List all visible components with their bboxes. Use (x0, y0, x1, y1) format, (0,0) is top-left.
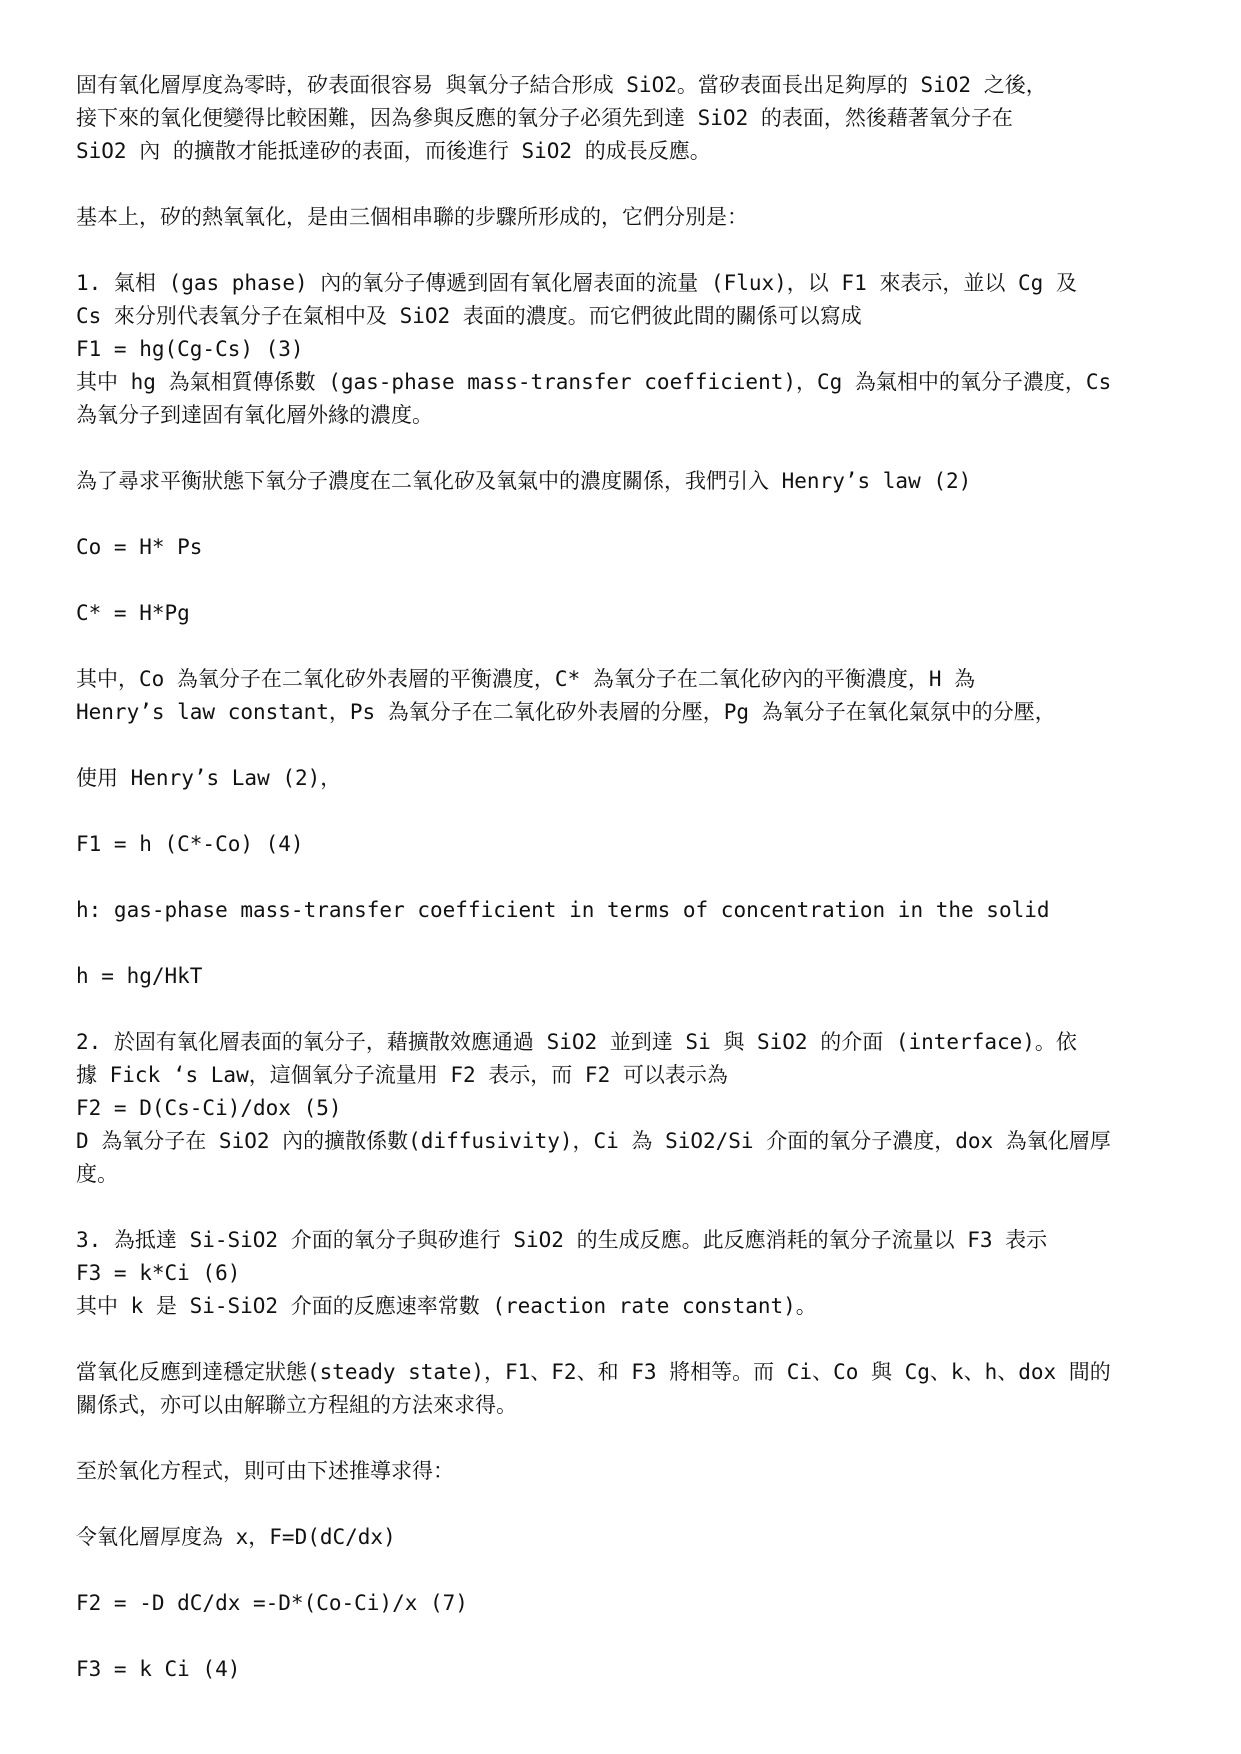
blank-line (76, 1620, 1186, 1653)
text-line: 至於氧化方程式，則可由下述推導求得： (76, 1459, 454, 1483)
text-line: 1. 氣相 (gas phase) 內的氧分子傳遞到固有氧化層表面的流量 (Flux)，以 F1 來表示，並以 Cg 及 (76, 271, 1077, 295)
text-line: 度。 (76, 1162, 118, 1186)
document-page (76, 69, 1186, 1686)
blank-line (76, 1323, 1186, 1356)
text-line: 固有氧化層厚度為零時，矽表面很容易 與氧分子結合形成 SiO2。當矽表面長出足夠厚的 SiO2 之後， (76, 73, 1047, 97)
blank-line (76, 861, 1186, 894)
text-line: 使用 Henry’s Law (2)， (76, 766, 342, 790)
blank-line (76, 564, 1186, 597)
equation-line: F1 = h (C*-Co) (4) (76, 832, 304, 856)
text-line: 令氧化層厚度為 x，F=D(dC/dx) (76, 1525, 396, 1549)
text-line: 其中，Co 為氧分子在二氧化矽外表層的平衡濃度，C* 為氧分子在二氧化矽內的平衡濃度，H 為 (76, 667, 976, 691)
blank-line (76, 927, 1186, 960)
blank-line (76, 795, 1186, 828)
text-line: 關係式，亦可以由解聯立方程組的方法來求得。 (76, 1393, 517, 1417)
equation-line: F3 = k*Ci (6) (76, 1261, 241, 1285)
text-line: 2. 於固有氧化層表面的氧分子，藉擴散效應通過 SiO2 並到達 Si 與 SiO2 的介面 (interface)。依 (76, 1030, 1077, 1054)
equation-line: F2 = -D dC/dx =-D*(Co-Ci)/x (7) (76, 1591, 468, 1615)
text-line: 基本上，矽的熱氧氧化，是由三個相串聯的步驟所形成的，它們分別是： (76, 205, 748, 229)
blank-line (76, 729, 1186, 762)
equation-line: h = hg/HkT (76, 964, 203, 988)
blank-line (76, 1422, 1186, 1455)
blank-line (76, 630, 1186, 663)
blank-line (76, 498, 1186, 531)
blank-line (76, 168, 1186, 201)
equation-line: F1 = hg(Cg-Cs) (3) (76, 337, 304, 361)
blank-line (76, 1191, 1186, 1224)
text-line: D 為氧分子在 SiO2 內的擴散係數(diffusivity)，Ci 為 SiO2/Si 介面的氧分子濃度，dox 為氧化層厚 (76, 1129, 1111, 1153)
equation-line: F3 = k Ci (4) (76, 1657, 241, 1681)
blank-line (76, 234, 1186, 267)
text-line: 當氧化反應到達穩定狀態(steady state)，F1、F2、和 F3 將相等。而 Ci、Co 與 Cg、k、h、dox 間的 (76, 1360, 1111, 1384)
text-line: SiO2 內 的擴散才能抵達矽的表面，而後進行 SiO2 的成長反應。 (76, 139, 711, 163)
text-line: 3. 為抵達 Si-SiO2 介面的氧分子與矽進行 SiO2 的生成反應。此反應消耗的氧分子流量以 F3 表示 (76, 1228, 1048, 1252)
blank-line (76, 1488, 1186, 1521)
text-line: 據 Fick ‘s Law，這個氧分子流量用 F2 表示，而 F2 可以表示為 (76, 1063, 728, 1087)
text-line: 為了尋求平衡狀態下氧分子濃度在二氧化矽及氧氣中的濃度關係，我們引入 Henry’s law (2) (76, 469, 972, 493)
blank-line (76, 993, 1186, 1026)
text-line: 其中 k 是 Si-SiO2 介面的反應速率常數 (reaction rate constant)。 (76, 1294, 817, 1318)
equation-line: Co = H* Ps (76, 535, 203, 559)
text-line: h: gas-phase mass-transfer coefficient in terms of concentration in the solid (76, 898, 1050, 922)
equation-line: C* = H*Pg (76, 601, 190, 625)
text-line: 其中 hg 為氣相質傳係數 (gas-phase mass-transfer coefficient)，Cg 為氣相中的氧分子濃度，Cs (76, 370, 1112, 394)
blank-line (76, 432, 1186, 465)
text-line: 為氧分子到達固有氧化層外緣的濃度。 (76, 403, 433, 427)
text-line: Henry’s law constant，Ps 為氧分子在二氧化矽外表層的分壓，Pg 為氧分子在氧化氣氛中的分壓， (76, 700, 1056, 724)
equation-line: F2 = D(Cs-Ci)/dox (5) (76, 1096, 342, 1120)
blank-line (76, 1554, 1186, 1587)
text-line: 接下來的氧化便變得比較困難，因為參與反應的氧分子必須先到達 SiO2 的表面，然後藉著氧分子在 (76, 106, 1013, 130)
text-line: Cs 來分別代表氧分子在氣相中及 SiO2 表面的濃度。而它們彼此間的關係可以寫成 (76, 304, 862, 328)
